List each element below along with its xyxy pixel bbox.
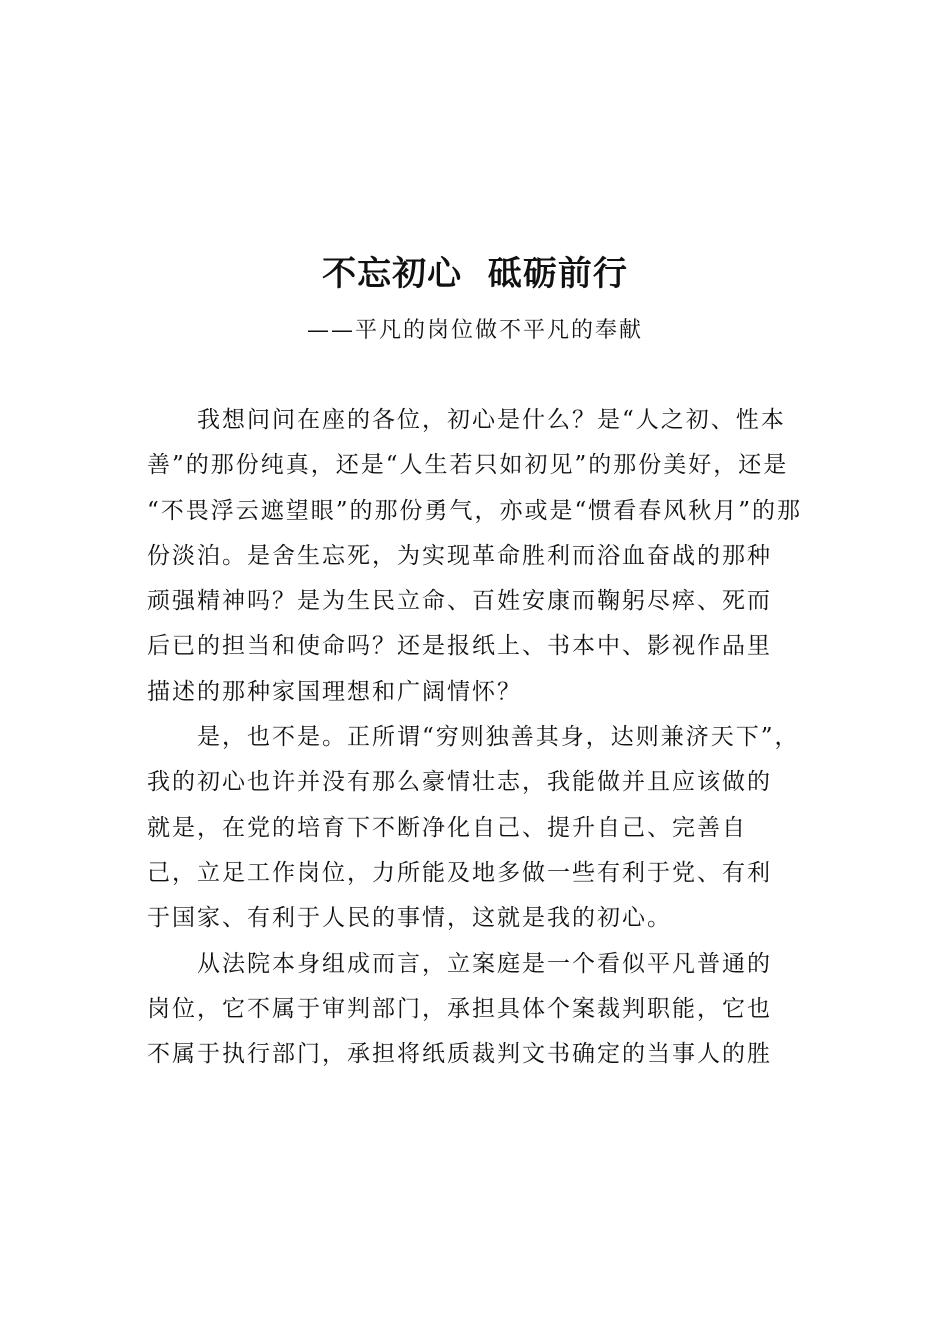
paragraph-line: 于国家、有利于人民的事情，这就是我的初心。 [147, 905, 672, 932]
document-body [147, 398, 807, 1077]
paragraph-line: 从法院本身组成而言，立案庭是一个看似平凡普通的 [197, 950, 772, 977]
paragraph-line: 描述的那种家国理想和广阔情怀？ [147, 678, 522, 705]
paragraph-line: 我想问问在座的各位，初心是什么？是“人之初、性本 [197, 407, 786, 433]
paragraph-line: 是，也不是。正所谓“穷则独善其身，达则兼济天下”， [197, 724, 800, 751]
paragraph-line: 不属于执行部门，承担将纸质裁判文书确定的当事人的胜 [147, 1041, 772, 1068]
paragraph-line: 就是，在党的培育下不断净化自己、提升自己、完善自 [147, 814, 747, 841]
paragraph-line: 份淡泊。是舍生忘死，为实现革命胜利而浴血奋战的那种 [147, 542, 772, 569]
paragraph-line: 我的初心也许并没有那么豪情壮志，我能做并且应该做的 [147, 769, 772, 796]
paragraph-line: “不畏浮云遮望眼”的那份勇气，亦或是“惯看春风秋月”的那 [147, 497, 803, 524]
paragraph-line: 善”的那份纯真，还是“人生若只如初见”的那份美好，还是 [147, 452, 789, 479]
paragraph-line: 岗位，它不属于审判部门，承担具体个案裁判职能，它也 [147, 995, 772, 1022]
paragraph-line: 己，立足工作岗位，力所能及地多做一些有利于党、有利 [147, 859, 772, 886]
paragraph-line: 顽强精神吗？是为生民立命、百姓安康而鞠躬尽瘁、死而 [147, 588, 772, 615]
document-subtitle: ——平凡的岗位做不平凡的奉献 [306, 318, 643, 343]
document-title: 不忘初心 砥砺前行 [322, 254, 628, 294]
paragraph-line: 后已的担当和使命吗？还是报纸上、书本中、影视作品里 [147, 633, 772, 660]
